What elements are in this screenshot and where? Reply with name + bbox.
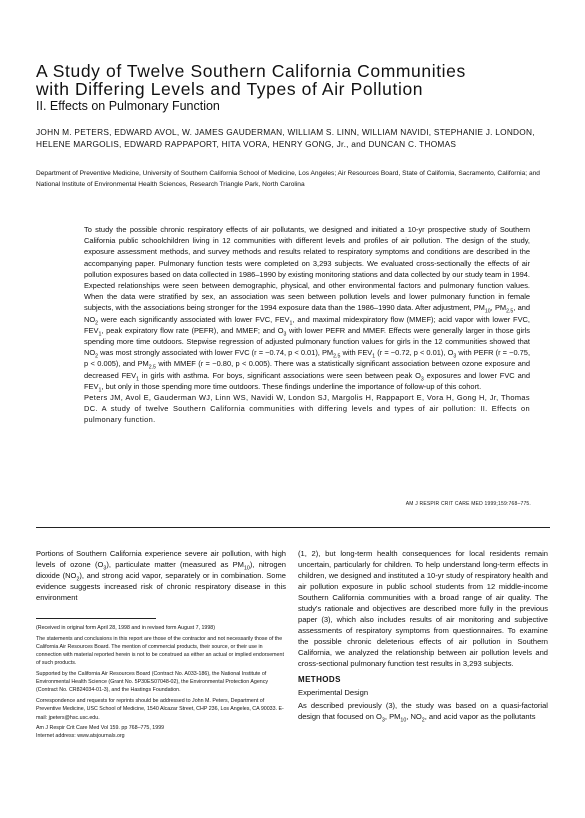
intro-paragraph: Portions of Southern California experience severe air pollution, with high levels of ozone $(O_3)$, particulate matter (measured as $PM_{10}$), nitrogen dioxide $(NO_2)$, and strong acid vapor, separately or in combination. Some evidence suggests increased risk of chronic respiratory disease in this environment <box>36 549 286 602</box>
section-divider <box>36 527 550 528</box>
left-column <box>36 548 286 603</box>
abstract-journal-ref: AM J RESPIR CRIT CARE MED 1999;159:768–775. <box>405 501 531 507</box>
footnotes <box>36 618 286 741</box>
abstract-citation: Peters JM, Avol E, Gauderman WJ, Linn WS, Navidi W, London SJ, Margolis H, Rappaport E, Vora H, Gong H, Jr, Thomas DC. A study of twelve Southern California communities with differing levels and types of air pollution: II. Effects on pulmonary function. <box>84 393 530 425</box>
title-line-2: with Differing Levels and Types of Air Pollution <box>36 79 424 99</box>
disclaimer-note: The statements and conclusions in this report are those of the contractor and not necessarily those of the California Air Resources Board. The mention of commercial products, their source, or their use in connection with material reported herein is not to be construed as either an actual or implied endorsement of such products. <box>36 635 284 667</box>
support-note: Supported by the California Air Resources Board (Contract No. A033-186), the National Institute of Environmental Health Science (Grant No. 5P30ES07048-02), the Environmental Protection Agency (Contract No. CR824034-01-3), and the Hastings Foundation. <box>36 671 269 694</box>
methods-heading: METHODS <box>298 675 341 684</box>
received-note: (Received in original form April 28, 1998 and in revised form August 7, 1998) <box>36 625 216 631</box>
author-list: JOHN M. PETERS, EDWARD AVOL, W. JAMES GAUDERMAN, WILLIAM S. LINN, WILLIAM NAVIDI, STEPHANIE J. LONDON, HELENE MARGOLIS, EDWARD RAPPAPORT, HITA VORA, HENRY GONG, Jr., and DUNCAN C. THOMAS <box>36 127 535 150</box>
correspondence-note: Correspondence and requests for reprints should be addressed to John M. Peters, Department of Preventive Medicine, USC School of Medicine, 1540 Alcazar Street, CHP 236, Los Angeles, CA 90033. E-mail: jpeters@hsc.usc.edu. <box>36 698 284 721</box>
title-line-1: A Study of Twelve Southern California Communities <box>36 61 466 81</box>
journal-line: Am J Respir Crit Care Med Vol 159. pp 768–775, 1999 <box>36 725 165 732</box>
experimental-design-heading: Experimental Design <box>298 688 369 697</box>
abstract <box>84 224 530 426</box>
article-title <box>36 62 556 98</box>
intro-continued: (1, 2), but long-term health consequences for local residents remain uncertain, particularly for children. To help understand long-term effects in children, we designed and instituted a 10-yr study of respiratory health and air pollution exposure in public school students from 12 middle-income Southern California communities with a broad range of air quality. The study's rationale and objectives are described more fully in the previous paper (3), which also includes results of air monitoring and subjective assessments of respiratory symptoms from questionnaires. To examine the possible chronic deleterious effects of air pollution in Southern California, we analyzed the relationship between air pollution levels and cross-sectional pulmonary function test results in 3,293 subjects. <box>298 549 548 668</box>
right-column <box>298 548 548 722</box>
footnote-rule <box>36 618 156 619</box>
abstract-text: To study the possible chronic respiratory effects of air pollutants, we designed and initiated a 10-yr prospective study of Southern California public schoolchildren living in 12 communities with different levels and profiles of air pollution. The design of the study, exposure assessment methods, and survey methods and results related to respiratory symptoms and conditions are described in the accompanying paper. Pulmonary function tests were completed on 3,293 subjects. We evaluated cross-sectionally the effects of air pollution exposures based on data collected in 1986–1990 by existing monitoring stations and data collected by our study team in 1994. Expected relationships were seen between demographic, physical, and other environmental factors and pulmonary function values. When the data were stratified by sex, an association was seen between pollution levels and lower pulmonary function in female subjects, with the associations being stronger for the 1994 exposure data than the 1986–1990 data. After adjustment, $PM_{10}$, $PM_{2.5}$, and $NO_2$ were each significantly associated with lower FVC, $FEV_1$, and maximal midexpiratory flow (MMEF); acid vapor with lower FVC, $FEV_1$, peak expiratory flow rate (PEFR), and MMEF; and $O_3$ with lower PEFR and MMEF. Effects were generally larger in those girls spending more time outdoors. Stepwise regression of adjusted pulmonary function values for girls in the 12 communities showed that $NO_2$ was most strongly associated with lower FVC (r = −0.74, p < 0.01), $PM_{2.5}$ with $FEV_1$ (r = −0.72, p < 0.01), $O_3$ with PEFR (r = −0.75, p < 0.005), and $PM_{2.5}$ with MMEF (r = −0.80, p < 0.005). There was a statistically significant association between ozone exposure and decreased $FEV_1$ in girls with asthma. For boys, significant associations were seen between peak $O_3$ exposures and lower FVC and $FEV_1$, but only in those spending more time outdoors. These findings underline the importance of follow-up of this cohort. <box>84 225 531 394</box>
methods-paragraph: As described previously (3), the study was based on a quasi-factorial design that focused on $O_3$, $PM_{10}$, $NO_2$, and acid vapor as the pollutants <box>298 701 548 724</box>
affiliations: Department of Preventive Medicine, University of Southern California School of Medicine, Los Angeles; Air Resources Board, State of California, Sacramento, California; and National Institute of Environmental Health Sciences, Research Triangle Park, North Carolina <box>36 170 540 188</box>
article-subtitle: II. Effects on Pulmonary Function <box>36 99 220 113</box>
internet-address: Internet address: www.atsjournals.org <box>36 733 125 740</box>
